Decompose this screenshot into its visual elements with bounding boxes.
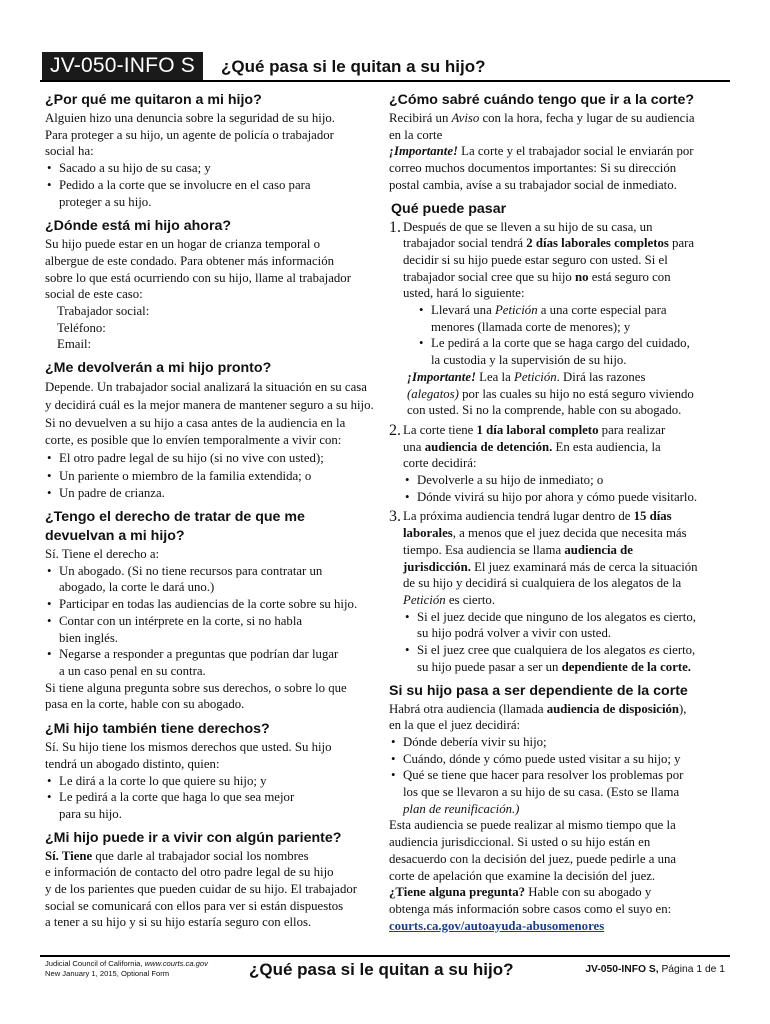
step-2: 2. La corte tiene 1 día laboral completo para realizar una audiencia de detención. En esta audiencia, la corte decidirá: • Devolverle a su hijo de inmediato; o • Dónde vivirá su hijo por ahora y cómo puede visitarlo. xyxy=(389,422,724,506)
list-item: • Devolverle a su hijo de inmediato; o xyxy=(403,472,724,489)
section-heading: Si su hijo pasa a ser dependiente de la corte xyxy=(389,682,688,699)
list-item: • Contar con un intérprete en la corte, si no habla bien inglés. xyxy=(45,613,390,646)
step-number: 2. xyxy=(389,421,401,439)
section-text: Su hijo puede estar en un hogar de crianza temporal o albergue de este condado. Para obtener más información sobre lo que está ocurriendo con su hijo, llame al trabajador social de este caso: xyxy=(45,237,351,302)
list-item: • Un pariente o miembro de la familia extendida; o xyxy=(45,468,390,485)
bullet-list xyxy=(45,160,390,210)
self-help-link[interactable]: courts.ca.gov/autoayuda-abusomenores xyxy=(389,918,605,933)
courts-website-link[interactable]: www.courts.ca.gov xyxy=(144,959,208,968)
section-heading: ¿Mi hijo puede ir a vivir con algún pariente? xyxy=(45,829,342,846)
section-text: Alguien hizo una denuncia sobre la seguridad de su hijo. Para proteger a su hijo, un agente de policía o trabajador social ha: xyxy=(45,111,335,159)
footer-divider xyxy=(40,955,730,957)
section-what-happens xyxy=(389,200,724,676)
list-item: • Si el juez cree que cualquiera de los alegatos es cierto, su hijo puede pasar a ser un dependiente de la corte. xyxy=(403,642,724,675)
contact-fields xyxy=(45,303,390,353)
list-item: • Un abogado. (Si no tiene recursos para contratar un abogado, la corte le dará uno.) xyxy=(45,563,390,596)
form-header xyxy=(40,50,730,82)
bullet-list xyxy=(403,472,724,505)
footer-page-info: JV-050-INFO S, Página 1 de 1 xyxy=(585,964,725,975)
section-text: Sí. Su hijo tiene los mismos derechos que usted. Su hijo tendrá un abogado distinto, quien: xyxy=(45,740,332,771)
list-item: • Dónde vivirá su hijo por ahora y cómo puede visitarlo. xyxy=(403,489,724,506)
section-relative xyxy=(45,829,390,932)
footer-source: Judicial Council of California, www.courts.ca.gov New January 1, 2015, Optional Form xyxy=(45,959,208,978)
bullet-list xyxy=(403,302,724,369)
list-item: • Pedido a la corte que se involucre en el caso para proteger a su hijo. xyxy=(45,177,390,210)
list-item: • Le pedirá a la corte que haga lo que sea mejor para su hijo. xyxy=(45,789,390,822)
bullet-list xyxy=(45,563,390,680)
list-item: • Le dirá a la corte lo que quiere su hijo; y xyxy=(45,773,390,790)
bullet-list xyxy=(45,450,390,502)
section-text: Esta audiencia se puede realizar al mismo tiempo que la audiencia jurisdiccional. Si usted o su hijo están en desacuerdo con la decisión del juez, puede pedirle a una corte de apelación que examine la decisión del juez. ¿Tiene alguna pregunta? Hable con su abogado y obtenga más información sobre casos como el suyo en: xyxy=(389,818,677,916)
social-worker-field: Trabajador social: xyxy=(57,304,150,319)
bullet-list xyxy=(389,734,724,818)
step-number: 1. xyxy=(389,218,401,236)
left-column xyxy=(45,91,390,931)
section-dependent xyxy=(389,682,724,935)
list-item: • Llevará una Petición a una corte especial para menores (llamada corte de menores); y xyxy=(417,302,724,335)
section-heading: ¿Dónde está mi hijo ahora? xyxy=(45,218,232,235)
list-item: • Cuándo, dónde y cómo puede usted visitar a su hijo; y xyxy=(389,751,724,768)
list-item: • Si el juez decide que ninguno de los alegatos es cierto, su hijo podrá volver a vivir con usted. xyxy=(403,609,724,642)
list-item: • El otro padre legal de su hijo (si no vive con usted); xyxy=(45,450,390,467)
section-heading: ¿Por qué me quitaron a mi hijo? xyxy=(45,92,262,108)
section-text: Recibirá un Aviso con la hora, fecha y lugar de su audiencia en la corte ¡Importante! La corte y el trabajador social le enviarán por correo muchos documentos importantes: Si su dirección postal cambia, avíse a su trabajador social de inmediato. xyxy=(389,111,695,192)
list-item: • Participar en todas las audiencias de la corte sobre su hijo. xyxy=(45,596,390,613)
list-item: • Sacado a su hijo de su casa; y xyxy=(45,160,390,177)
important-note: ¡Importante! Lea la Petición. Dirá las razones (alegatos) por las cuales su hijo no está seguro viviendo con usted. Si no la comprende, hable con su abogado. xyxy=(407,369,694,418)
list-item: • Le pedirá a la corte que se haga cargo del cuidado, la custodia y la supervisión de su hijo. xyxy=(417,335,724,368)
form-title: ¿Qué pasa si le quitan a su hijo? xyxy=(221,57,486,76)
section-heading: Qué puede pasar xyxy=(391,200,507,217)
bullet-list xyxy=(403,609,724,676)
section-heading: ¿Mi hijo también tiene derechos? xyxy=(45,721,270,738)
phone-field: Teléfono: xyxy=(57,320,106,335)
section-child-rights xyxy=(45,720,390,823)
section-return-soon xyxy=(45,359,390,502)
bullet-list xyxy=(45,773,390,823)
step-3: 3. La próxima audiencia tendrá lugar dentro de 15 días laborales, a menos que el juez decida que necesita más tiempo. Esa audiencia se llama audiencia de jurisdicción. El juez examinará más de cerca la situación de su hijo y decidirá si cualquiera de los alegatos de la Petición es cierto. • Si el juez decide que ninguno de los alegatos es cierto, su hijo podrá volver a vivir con usted. • Si el juez cree que cualquiera de los alegatos es cierto, su hijo puede pasar a ser un dependiente de la corte. xyxy=(389,508,724,675)
email-field: Email: xyxy=(57,337,92,352)
section-text: Habrá otra audiencia (llamada audiencia de disposición), en la que el juez decidirá: xyxy=(389,701,687,733)
section-heading: ¿Tengo el derecho de tratar de que me devuelvan a mi hijo? xyxy=(45,509,305,545)
form-id-badge: JV-050-INFO S xyxy=(42,52,203,80)
section-where-child xyxy=(45,217,390,353)
list-item: • Negarse a responder a preguntas que podrían dar lugar a un caso penal en su contra. xyxy=(45,646,390,679)
list-item: • Qué se tiene que hacer para resolver los problemas por los que se llevaron a su hijo de su casa. (Esto se llama plan de reunificación.) xyxy=(389,767,724,817)
right-column xyxy=(389,91,724,934)
section-when-court xyxy=(389,91,724,194)
section-heading: ¿Cómo sabré cuándo tengo que ir a la corte? xyxy=(389,92,695,108)
section-why-removed xyxy=(45,91,390,210)
section-text: Sí. Tiene que darle al trabajador social los nombres e información de contacto del otro padre legal de su hijo y de los parientes que pueden cuidar de su hijo. El trabajador social se comunicará con ellos para ver si están dispuestos a tener a su hijo y si su hijo estaría seguro con ellos. xyxy=(45,848,357,930)
section-text: Si tiene alguna pregunta sobre sus derechos, o sobre lo que pasa en la corte, hable con su abogado. xyxy=(45,680,347,712)
step-1: 1. Después de que se lleven a su hijo de su casa, un trabajador social tendrá 2 días laborales completos para decidir si su hijo puede estar seguro con usted. Si el trabajador social cree que su hijo no está seguro con usted, hará lo siguiente: • Llevará una Petición a una corte especial para menores (llamada corte de menores); y • Le pedirá a la corte que se haga cargo del cuidado, la custodia y la supervisión de su hijo. ¡Importante! Lea la Petición. Dirá las razones (alegatos) por las cuales su hijo no está seguro viviendo con usted. Si no la comprende, hable con su abogado. xyxy=(389,219,724,419)
section-right-to-return xyxy=(45,508,390,713)
section-text: Sí. Tiene el derecho a: xyxy=(45,547,160,562)
section-heading: ¿Me devolverán a mi hijo pronto? xyxy=(45,360,272,377)
footer-title: ¿Qué pasa si le quitan a su hijo? xyxy=(249,960,514,979)
list-item: • Un padre de crianza. xyxy=(45,485,390,502)
section-text: Depende. Un trabajador social analizará la situación en su casa y decidirá cuál es la mejor manera de mantener seguro a su hijo. Si no devuelven a su hijo a casa antes de la audiencia en la corte, es posible que lo envíen temporalmente a vivir con: xyxy=(45,380,374,448)
list-item: • Dónde debería vivir su hijo; xyxy=(389,734,724,751)
step-number: 3. xyxy=(389,508,401,526)
